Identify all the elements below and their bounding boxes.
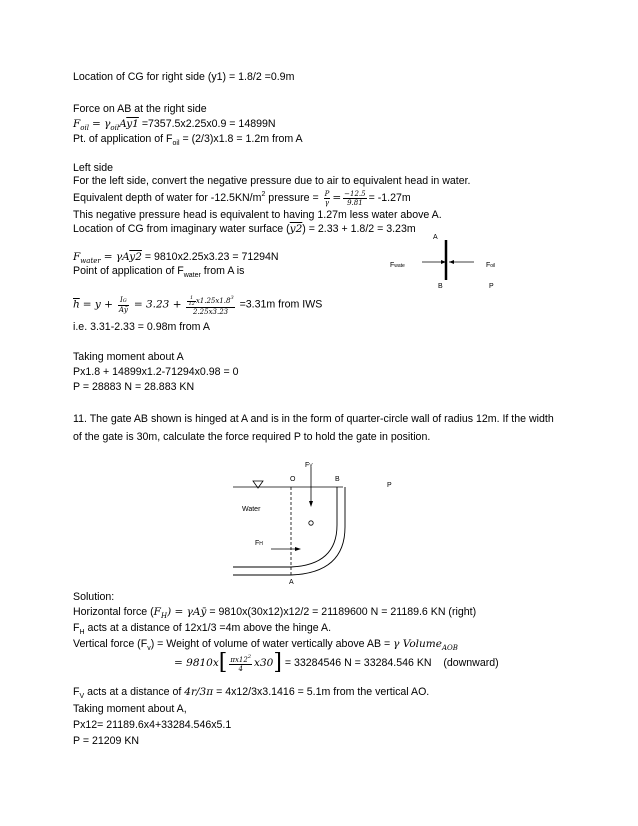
fh-arrowhead	[295, 547, 301, 551]
fv-arrowhead	[309, 501, 313, 507]
problem-11-line-1: 11. The gate AB shown is hinged at A and is in the form of quarter-circle wall of radius 12m. If the width	[73, 413, 554, 425]
p-result-line: P = 28883 N = 28.883 KN	[73, 381, 195, 393]
force-ab-heading: Force on AB at the right side	[73, 103, 207, 115]
hinge-circle	[309, 521, 313, 525]
fig1-label-foil: Foil	[486, 262, 496, 269]
fig1-label-b: B	[438, 283, 443, 290]
left-side-heading: Left side	[73, 162, 114, 174]
fig2-label-a: A	[289, 579, 294, 586]
cg-right-line: Location of CG for right side (y1) = 1.8/2 =0.9m	[73, 71, 295, 83]
horizontal-force-line: Horizontal force $(F_H)$ = γAȳ = 9810x(30x12)x12/2 = 21189600 N = 21189.6 KN (right)	[73, 606, 477, 620]
fig1-label-p: P	[489, 283, 494, 290]
foil-application-line: Pt. of application of $F_{oil} = (2/3)x1.8 = 1.2m$ from A	[73, 133, 303, 147]
vertical-force-equation: = 9810x[ $\frac{\pi x12^2}{4}$ x30] = 33284546 N = 33284.546 KN (downward)	[174, 650, 499, 676]
quarter-circle-gate-figure	[225, 455, 425, 590]
negative-head-line: This negative pressure head is equivalent to having 1.27m less water above A.	[73, 209, 442, 221]
equivalent-depth-line: Equivalent depth of water for $-12.5KN/m^2$ pressure = $\frac{P}{\gamma}$ = $\frac{-12.5}{9.81}$ = -1.27m	[73, 189, 411, 207]
gate-outer-wall	[233, 487, 345, 575]
hbar-equation: $\overline{h} = y$ + $\frac{IG}{Aȳ}$ = 3.23 + $\frac{1}{12}$ $x1.25x1.8^3$ 2.25x3.23 =3.31m from IWS	[73, 294, 323, 316]
moment-equation: Px1.8 + 14899x1.2-71294x0.98 = 0	[73, 366, 239, 378]
moment-heading: Taking moment about A	[73, 351, 184, 363]
foil-equation: $F_{oil} = \gamma_{oil}Ay1 =7357.5x2.25x0.9 = 14899N$	[73, 118, 276, 132]
fig2-label-fv: FV	[305, 462, 313, 469]
fig1-label-a: A	[433, 234, 438, 241]
problem-11-line-2: of the gate is 30m, calculate the force required P to hold the gate in position.	[73, 431, 431, 443]
gate-inner-wall	[233, 487, 337, 567]
cg-imaginary-surface-line: Location of CG from imaginary water surface (y2) = 2.33 + 1.8/2 = 3.23m	[73, 223, 416, 235]
p-final-result: P = 21209 KN	[73, 735, 140, 747]
fig2-label-fh: FH	[255, 540, 263, 547]
fig2-label-p: P	[387, 482, 392, 489]
distance-from-a-line: i.e. 3.31-2.33 = 0.98m from A	[73, 321, 210, 333]
fig2-label-water: Water	[242, 506, 261, 513]
solution-heading: Solution:	[73, 591, 115, 603]
moment-equation-2: Px12= 21189.6x4+33284.546x5.1	[73, 719, 232, 731]
moment-heading-2: Taking moment about A,	[73, 703, 187, 715]
fig1-label-fwater: Fwate	[390, 262, 405, 269]
vertical-force-line: Vertical force $(F_v)$ = Weight of volume of water vertically above AB = γ Volume$_{AOB}$	[73, 638, 458, 652]
left-side-description: For the left side, convert the negative pressure due to air to equivalent head in water.	[73, 175, 471, 187]
fig2-label-o: O	[290, 476, 296, 483]
fig2-label-b: B	[335, 476, 340, 483]
fh-location-line: $F_H$ acts at a distance of 12x1/3 =4m above the hinge A.	[73, 622, 332, 636]
fwater-equation: $F_{water} = \gamma Ay2 = 9810x2.25x3.23 = 71294N$	[73, 251, 279, 265]
fwater-application-line: Point of application of $F_{water}$ from A is	[73, 265, 245, 279]
foil-arrowhead	[449, 260, 454, 264]
fv-location-line: $F_V$ acts at a distance of 4r/3π = 4x12/3x3.1416 = 5.1m from the vertical AO.	[73, 686, 430, 700]
